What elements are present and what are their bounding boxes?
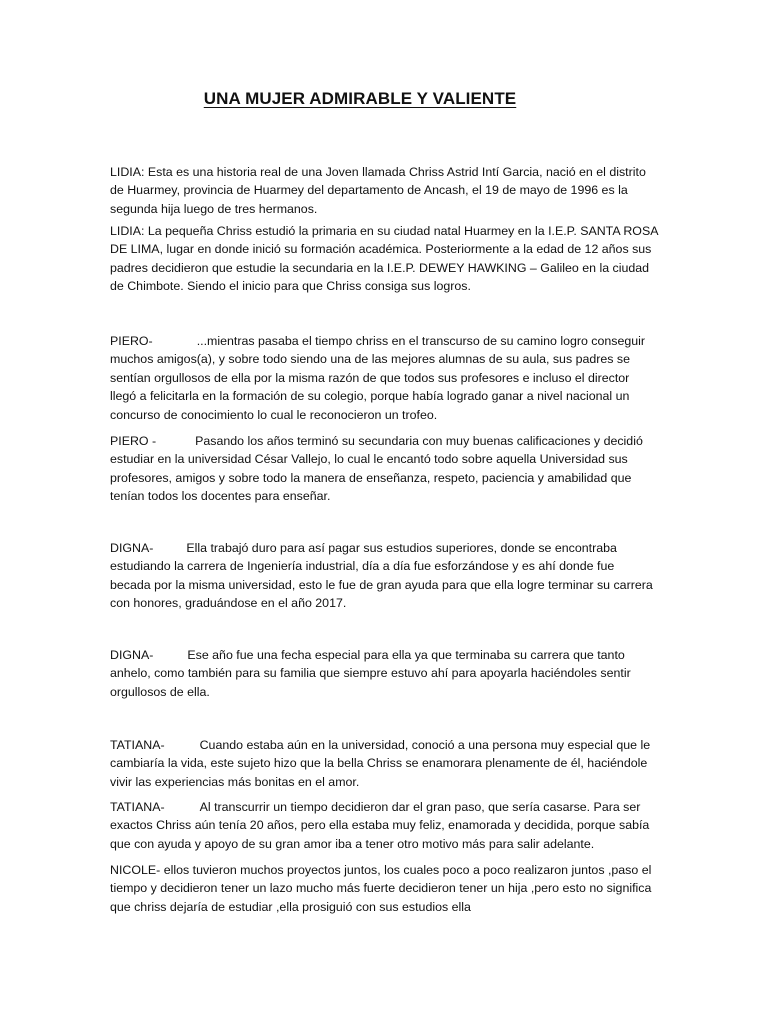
paragraph-text: Ella trabajó duro para así pagar sus estudios superiores, donde se encontraba estudiando la carrera de Ingeniería industrial, día a día fue esforzándose y es ahí donde fue becada por la misma universidad, esto le fue de gran ayuda para que ella logre terminar su carrera con honores, graduándose en el año 2017. — [110, 541, 653, 611]
speaker-label: NICOLE- — [110, 863, 161, 877]
speaker-label: TATIANA- — [110, 738, 165, 752]
paragraph-text: Ese año fue una fecha especial para ella ya que terminaba su carrera que tanto anhelo, como también para su familia que siempre estuvo ahí para apoyarla haciéndoles sentir orgullosos de ella. — [110, 648, 631, 699]
document-title: UNA MUJER ADMIRABLE Y VALIENTE — [203, 89, 517, 108]
speaker-label: PIERO - — [110, 434, 157, 448]
speaker-label: DIGNA- — [110, 648, 154, 662]
paragraph-text: Pasando los años terminó su secundaria con muy buenas calificaciones y decidió estudiar en la universidad César Vallejo, lo cual le encantó todo sobre aquella Universidad sus profesores, amigos y sobre todo la manera de enseñanza, respeto, paciencia y amabilidad que tenían todos los docentes para enseñar. — [110, 434, 643, 504]
paragraph-text: Cuando estaba aún en la universidad, conoció a una persona muy especial que le cambiaría la vida, este sujeto hizo que la bella Chriss se enamorara plenamente de él, haciéndole vivir las experiencias más bonitas en el amor. — [110, 738, 651, 789]
paragraph-text: Al transcurrir un tiempo decidieron dar el gran paso, que sería casarse. Para ser exactos Chriss aún tenía 20 años, pero ella estaba muy feliz, enamorada y decidida, porque sabía que con ayuda y apoyo de su gran amor iba a tener otro motivo más para salir adelante. — [110, 800, 650, 851]
paragraph-text: ellos tuvieron muchos proyectos juntos, los cuales poco a poco realizaron juntos ,paso el tiempo y decidieron tener un lazo mucho más fuerte decidieron tener un hija ,pero esto no significa que chriss dejaría de estudiar ,ella prosiguió con sus estudios ella — [110, 863, 652, 914]
paragraph-nicole — [110, 861, 658, 916]
paragraph-lidia-1 — [110, 163, 658, 218]
paragraph-tatiana-1 — [110, 736, 658, 791]
paragraph-text: La pequeña Chriss estudió la primaria en su ciudad natal Huarmey en la I.E.P. SANTA ROSA DE LIMA, lugar en donde inició su formación académica. Posteriormente a la edad de 12 años sus padres decidieron que estudie la secundaria en la I.E.P. DEWEY HAWKING – Galileo en la ciudad de Chimbote. Siendo el inicio para que Chriss consiga sus logros. — [110, 224, 658, 294]
paragraph-text: Esta es una historia real de una Joven llamada Chriss Astrid Intí Garcia, nació en el distrito de Huarmey, provincia de Huarmey del departamento de Ancash, el 19 de mayo de 1996 es la segunda hija luego de tres hermanos. — [110, 165, 646, 216]
speaker-label: LIDIA: — [110, 165, 145, 179]
speaker-label: TATIANA- — [110, 800, 165, 814]
paragraph-piero-2 — [110, 432, 658, 506]
paragraph-lidia-2 — [110, 222, 658, 296]
speaker-label: PIERO- — [110, 334, 153, 348]
paragraph-digna-2 — [110, 646, 658, 701]
paragraph-tatiana-2 — [110, 798, 658, 853]
speaker-label: DIGNA- — [110, 541, 154, 555]
paragraph-digna-1 — [110, 539, 658, 613]
speaker-label: LIDIA: — [110, 224, 145, 238]
paragraph-text: ...mientras pasaba el tiempo chriss en el transcurso de su camino logro conseguir muchos amigos(a), y sobre todo siendo una de las mejores alumnas de su aula, sus padres se sentían orgullosos de ella por la misma razón de que todos sus profesores e incluso el director llegó a felicitarla en la formación de su colegio, porque había logrado ganar a nivel nacional un concurso de conocimiento lo cual le reconocieron un trofeo. — [110, 334, 646, 422]
paragraph-piero-1 — [110, 332, 658, 424]
